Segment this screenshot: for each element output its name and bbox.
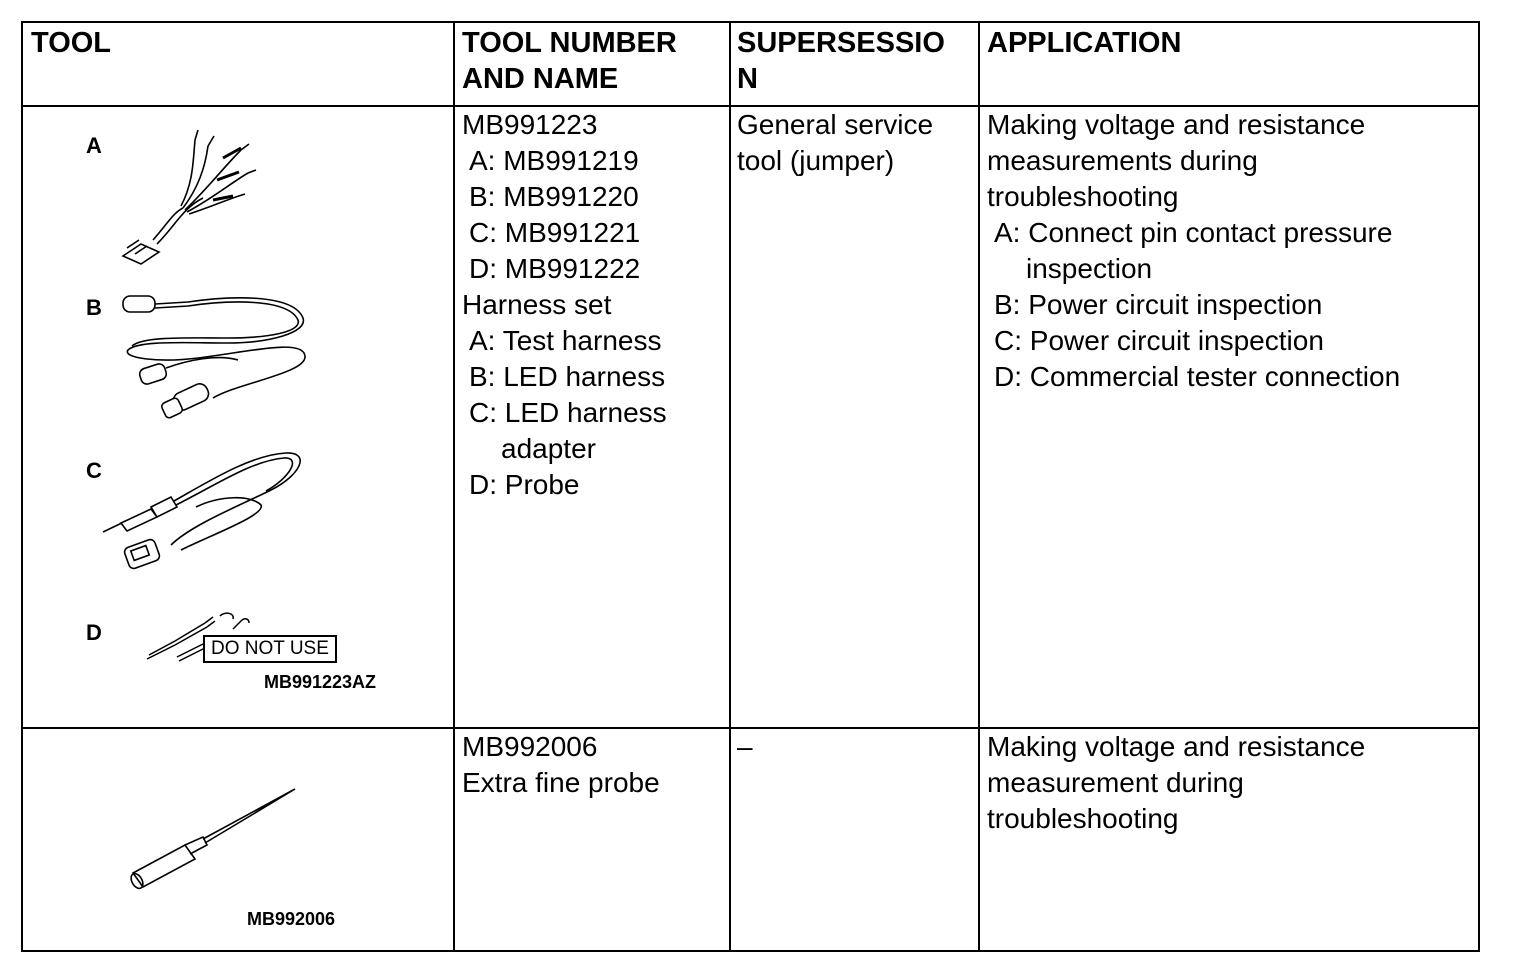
application-text-2: Making voltage and resistance measurement during troubleshooting: [987, 731, 1366, 834]
header-supersession: SUPERSESSIO N: [737, 27, 945, 95]
column-divider: [729, 23, 731, 950]
column-divider: [453, 23, 455, 950]
application-text: Making voltage and resistance measurements during troubleshooting A: Connect pin contact pressure inspection B: Power circuit inspection C: Power circuit inspection D: Commercial tester connection: [987, 107, 1400, 395]
tool-name: Harness set: [462, 289, 612, 320]
part-number-d: D: MB991222: [469, 253, 641, 284]
tool-number: MB991223: [462, 109, 598, 140]
part-name-c: C: LED harness: [469, 397, 667, 428]
application-a: A: Connect pin contact pressure: [994, 217, 1393, 248]
part-name-d: D: Probe: [469, 469, 580, 500]
extra-fine-probe-drawing: [123, 783, 303, 893]
led-harness-drawing: [118, 288, 318, 423]
special-tools-table: [21, 21, 1480, 952]
tool-number: MB992006: [462, 731, 598, 762]
part-name-a: A: Test harness: [469, 325, 662, 356]
tool-name: Extra fine probe: [462, 767, 660, 798]
part-number-c: C: MB991221: [469, 217, 641, 248]
tool-label-a: A: [86, 133, 102, 158]
test-harness-drawing: [113, 128, 253, 268]
application-a-continued: inspection: [1026, 253, 1153, 284]
tool-label-b: B: [86, 295, 102, 320]
do-not-use-stamp: DO NOT USE: [203, 635, 337, 663]
probe-illustration-caption: MB992006: [247, 909, 336, 929]
led-harness-adapter-drawing: [101, 445, 301, 575]
column-divider: [978, 23, 980, 950]
header-tool: TOOL: [31, 27, 112, 59]
tool-label-d: D: [86, 620, 102, 645]
tool-number-list-2: [462, 729, 660, 801]
part-name-c-continued: adapter: [501, 433, 596, 464]
application-d: D: Commercial tester connection: [994, 361, 1401, 392]
header-application: APPLICATION: [987, 27, 1182, 59]
tool-label-c: C: [86, 458, 102, 483]
part-number-b: B: MB991220: [469, 181, 639, 212]
application-b: B: Power circuit inspection: [994, 289, 1323, 320]
supersession-text-2: –: [737, 731, 753, 762]
header-tool-number: TOOL NUMBER AND NAME: [462, 27, 677, 95]
supersession-text: General service tool (jumper): [737, 109, 934, 176]
tool-number-list: [462, 107, 667, 503]
part-number-a: A: MB991219: [469, 145, 639, 176]
illustration-caption: MB991223AZ: [264, 672, 377, 692]
part-name-b: B: LED harness: [469, 361, 666, 392]
application-c: C: Power circuit inspection: [994, 325, 1324, 356]
